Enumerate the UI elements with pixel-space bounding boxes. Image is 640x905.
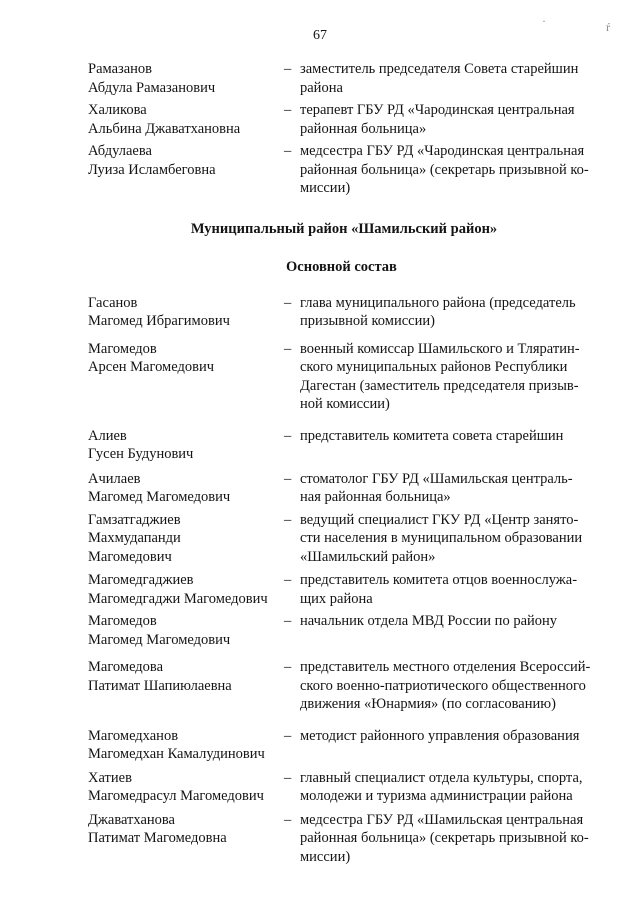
dash: –: [284, 427, 292, 444]
member-surname: Хатиев: [88, 769, 132, 786]
member-surname: Ачилаев: [88, 470, 141, 487]
member-patronymic: Магомедович: [88, 548, 172, 565]
section-title: Муниципальный район «Шамильский район»: [190, 220, 498, 237]
dash: –: [284, 143, 292, 159]
member-row: [88, 612, 604, 649]
member-row: [88, 60, 604, 97]
member-row: [88, 769, 604, 806]
member-surname: Магомедов: [88, 340, 157, 357]
member-role: военный комиссар Шамильского и Тляратин- ского муниципальных районов Республики Дагестан (заместитель председателя призыв- ной комиссии): [300, 340, 580, 412]
member-name: [88, 511, 284, 567]
member-row: [88, 727, 604, 764]
member-name: [88, 340, 284, 414]
member-role: стоматолог ГБУ РД «Шамильская централь- ная районная больница»: [300, 470, 573, 505]
member-role: медсестра ГБУ РД «Шамильская центральная районная больница» (секретарь призывной ко- миссии): [300, 811, 589, 865]
member-given-name: Патимат Магомедовна: [88, 830, 227, 846]
member-given-name: Магомед Магомедович: [88, 631, 231, 648]
member-row: [88, 511, 604, 567]
member-given-name: Махмудапанди: [88, 530, 181, 546]
member-given-name: Абдула Рамазанович: [88, 79, 216, 96]
member-row: [88, 340, 604, 414]
member-role: глава муниципального района (председатель призывной комиссии): [300, 294, 576, 329]
member-name: [88, 101, 284, 138]
member-role: медсестра ГБУ РД «Чародинская центральная районная больница» (секретарь призывной ко- миссии): [300, 143, 589, 196]
member-given-name: Гусен Будунович: [88, 446, 194, 462]
member-name: [88, 294, 284, 331]
member-name: [88, 470, 284, 507]
member-row: [88, 470, 604, 507]
member-role: начальник отдела МВД России по району: [300, 613, 558, 629]
member-surname: Магомедханов: [88, 727, 179, 744]
member-surname: Магомедова: [88, 659, 164, 675]
scan-mark: ŕ: [606, 20, 610, 34]
dash: –: [284, 727, 292, 744]
member-given-name: Магомед Магомедович: [88, 489, 231, 505]
member-role: главный специалист отдела культуры, спорта, молодежи и туризма администрации района: [300, 769, 583, 804]
member-given-name: Арсен Магомедович: [88, 359, 214, 375]
member-name: [88, 811, 284, 867]
scan-mark: ·: [542, 14, 546, 28]
dash: –: [284, 61, 292, 77]
member-role: терапевт ГБУ РД «Чародинская центральная районная больница»: [300, 102, 575, 137]
dash: –: [284, 511, 292, 528]
member-given-name: Магомед Ибрагимович: [88, 313, 230, 329]
member-row: [88, 101, 604, 138]
member-given-name: Магомедгаджи Магомедович: [88, 590, 268, 607]
member-name: [88, 571, 284, 608]
dash: –: [284, 769, 292, 786]
member-given-name: Магомедхан Камалудинович: [88, 746, 265, 762]
member-role: представитель комитета отцов военнослужа- щих района: [300, 572, 578, 607]
member-surname: Алиев: [88, 427, 127, 444]
member-surname: Халикова: [88, 102, 147, 118]
dash: –: [284, 470, 292, 487]
member-role: представитель комитета совета старейшин: [300, 427, 564, 444]
dash: –: [284, 572, 292, 588]
dash: –: [284, 613, 292, 629]
member-given-name: Патимат Шапиюлаевна: [88, 677, 232, 694]
member-name: [88, 612, 284, 649]
member-name: [88, 658, 284, 714]
member-row: [88, 658, 604, 714]
member-surname: Джаватханова: [88, 811, 175, 828]
dash: –: [284, 294, 292, 311]
dash: –: [284, 811, 292, 828]
member-name: [88, 769, 284, 806]
member-row: [88, 294, 604, 331]
member-role: представитель местного отделения Всероссий- ского военно-патриотического общественного движения «Юнармия» (по согласованию): [300, 659, 591, 712]
dash: –: [284, 340, 292, 357]
page-number: 67: [313, 28, 327, 43]
member-name: [88, 427, 284, 464]
dash: –: [284, 102, 292, 118]
member-given-name: Магомедрасул Магомедович: [88, 788, 264, 804]
member-surname: Гамзатгаджиев: [88, 511, 181, 528]
member-surname: Абдулаева: [88, 143, 152, 159]
member-name: [88, 142, 284, 198]
member-row: [88, 427, 604, 464]
member-surname: Гасанов: [88, 294, 138, 311]
member-surname: Рамазанов: [88, 61, 153, 77]
dash: –: [284, 659, 292, 675]
member-given-name: Луиза Исламбеговна: [88, 161, 216, 178]
member-role: заместитель председателя Совета старейшин района: [300, 61, 579, 96]
commission-list: [88, 60, 604, 866]
member-row: [88, 571, 604, 608]
member-row: [88, 142, 604, 198]
member-role: методист районного управления образования: [300, 727, 580, 744]
member-name: [88, 60, 284, 97]
member-given-name: Альбина Джаватхановна: [88, 120, 241, 137]
member-surname: Магомедгаджиев: [88, 572, 194, 588]
member-role: ведущий специалист ГКУ РД «Центр занято- сти населения в муниципальном образовании «Шамильский район»: [300, 511, 583, 565]
member-surname: Магомедов: [88, 613, 157, 629]
member-name: [88, 727, 284, 764]
subsection-title: Основной состав: [286, 258, 397, 275]
member-row: [88, 811, 604, 867]
